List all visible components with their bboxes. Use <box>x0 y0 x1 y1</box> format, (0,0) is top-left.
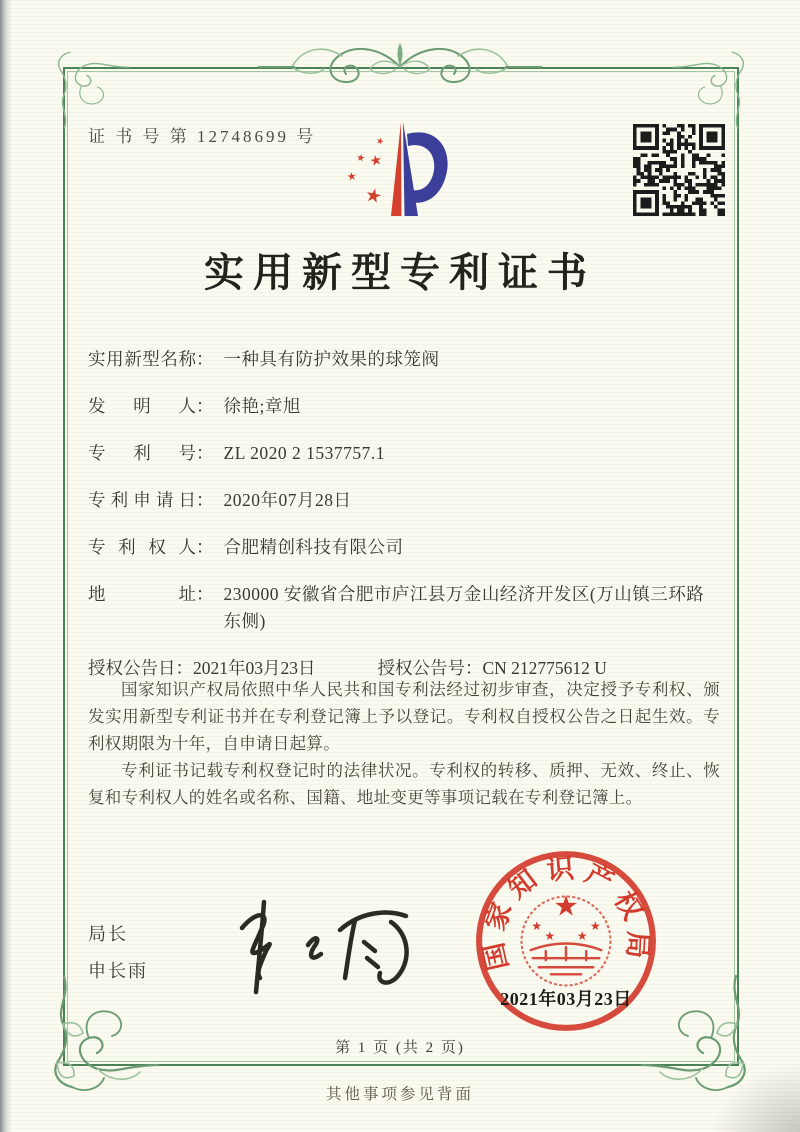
fields-section <box>88 346 722 682</box>
field-colon: ： <box>196 396 214 416</box>
grant-no-value: CN 212775612 U <box>482 658 607 678</box>
page-indicator: 第 1 页 (共 2 页) <box>335 1040 465 1056</box>
field-colon: ： <box>175 658 193 678</box>
field-colon: ： <box>196 349 214 369</box>
logo-star-icon: ★ <box>363 184 385 209</box>
field-value: ZL 2020 2 1537757.1 <box>223 443 385 463</box>
field-value: 合肥精创科技有限公司 <box>223 537 404 557</box>
signature-handwriting <box>212 890 427 1000</box>
field-label: 发明人 <box>88 396 196 416</box>
field-row-patentee <box>88 534 722 561</box>
certificate-title: 实用新型专利证书 <box>204 250 596 295</box>
seal-star-icon: ★ <box>576 928 588 943</box>
legal-text-section <box>88 676 720 811</box>
director-name: 申长雨 <box>88 961 148 981</box>
field-value: 一种具有防护效果的球笼阀 <box>223 349 440 369</box>
certificate-number: 证 书 号 第 12748699 号 <box>88 127 317 146</box>
field-colon: ： <box>196 584 214 604</box>
body-paragraph-1: 国家知识产权局依照中华人民共和国专利法经过初步审查，决定授予专利权、颁发实用新型专利证书并在专利登记簿上予以登记。专利权自授权公告之日起生效。专利权期限为十年，自申请日起算。 <box>88 680 720 753</box>
logo-star-icon: ★ <box>346 170 358 184</box>
corner-ornament-top-right <box>672 42 762 132</box>
seal-star-icon: ★ <box>531 918 543 933</box>
field-value: 2020年07月28日 <box>223 490 352 510</box>
seal-date: 2021年03月23日 <box>500 989 632 1009</box>
grant-no-label: 授权公告号 <box>377 658 465 678</box>
logo-star-icon: ★ <box>368 152 384 171</box>
body-paragraph-2: 专利证书记载专利权登记时的法律状况。专利权的转移、质押、无效、终止、恢复和专利权人的姓名或名称、国籍、地址变更等事项记载在专利登记簿上。 <box>88 761 720 807</box>
field-row-inventor <box>88 393 722 420</box>
corner-ornament-top-left <box>40 42 130 132</box>
seal-text: 国家知识产权局 <box>478 853 654 974</box>
field-label: 专利号 <box>88 443 196 463</box>
seal-star-icon: ★ <box>544 928 556 943</box>
seal-star-icon: ★ <box>589 918 601 933</box>
top-center-ornament <box>258 36 542 100</box>
back-note: 其他事项参见背面 <box>325 1086 474 1103</box>
seal-star-icon: ★ <box>553 889 579 923</box>
field-value: 230000 安徽省合肥市庐江县万金山经济开发区(万山镇三环路东侧) <box>223 584 705 631</box>
cnipa-logo <box>330 110 480 238</box>
field-label: 地址 <box>88 584 196 604</box>
field-label: 实用新型名称 <box>88 349 196 369</box>
field-label: 专利申请日 <box>88 490 196 510</box>
field-colon: ： <box>465 658 483 678</box>
grant-date-value: 2021年03月23日 <box>193 658 316 678</box>
grant-date-label: 授权公告日 <box>88 658 176 678</box>
director-title: 局长 <box>88 924 128 944</box>
field-colon: ： <box>196 537 214 557</box>
qr-code <box>633 124 725 216</box>
field-colon: ： <box>196 443 214 463</box>
field-label: 专利权人 <box>88 537 196 557</box>
field-row-address <box>88 581 722 635</box>
field-row-filing-date <box>88 487 722 514</box>
logo-star-icon: ★ <box>374 135 386 148</box>
field-row-patent-no <box>88 440 722 467</box>
scan-edge-shadow <box>0 0 12 1132</box>
logo-star-icon: ★ <box>355 152 366 165</box>
field-value: 徐艳;章旭 <box>223 396 301 416</box>
field-row-name <box>88 346 722 373</box>
field-colon: ： <box>196 490 214 510</box>
